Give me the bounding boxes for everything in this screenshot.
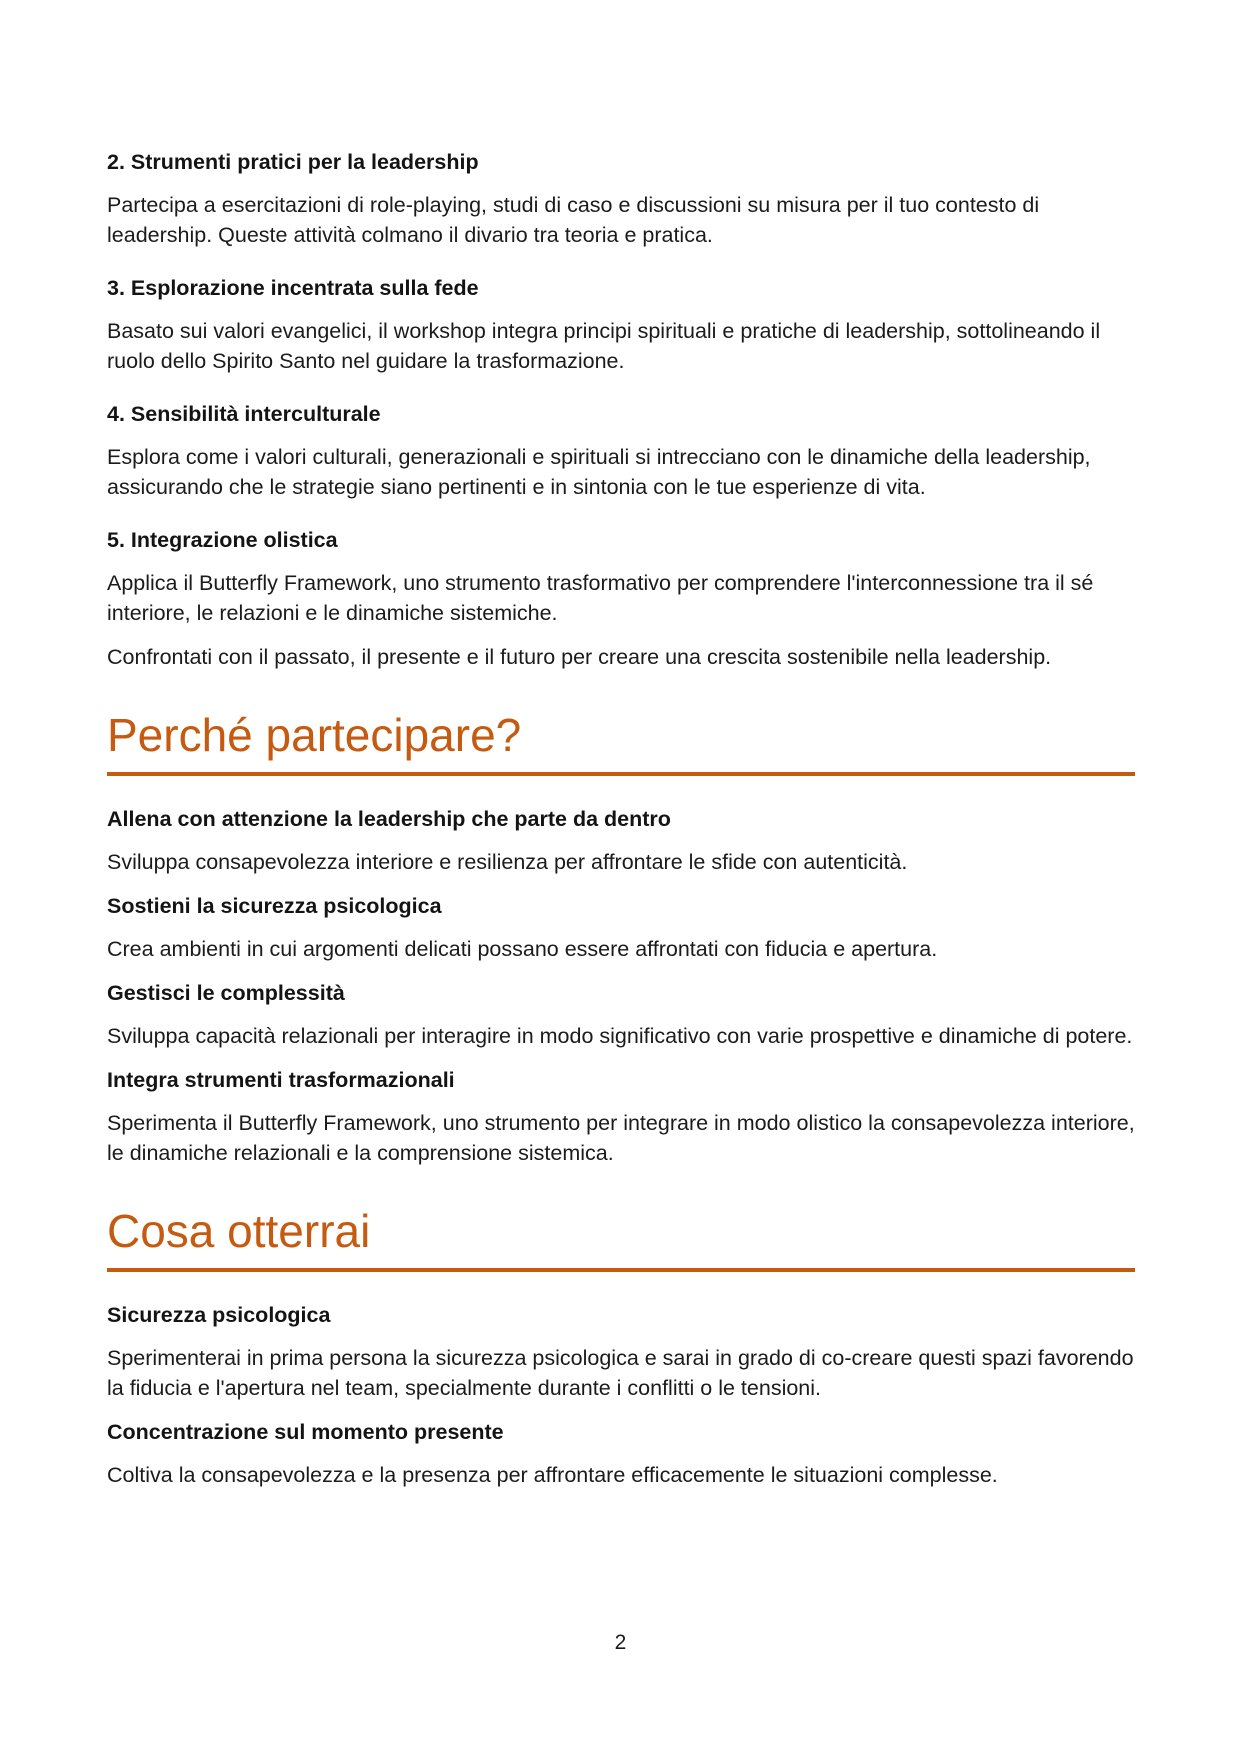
section-esplorazione-fede [107, 273, 1135, 376]
section-heading: 2. Strumenti pratici per la leadership [107, 150, 479, 174]
page-footer [0, 1631, 1241, 1655]
gain-item-body: Sperimenterai in prima persona la sicurezza psicologica e sarai in grado di co-creare questi spazi favorendo la fiducia e l'apertura nel team, specialmente durante i conflitti o le tensioni. [107, 1346, 1134, 1400]
section-heading: 5. Integrazione olistica [107, 528, 338, 552]
section-paragraph: Applica il Butterfly Framework, uno strumento trasformativo per comprendere l'interconnessione tra il sé interiore, le relazioni e le dinamiche sistemiche. [107, 571, 1094, 625]
gain-item-sicurezza-psicologica [107, 1300, 1135, 1403]
why-item-body: Sviluppa capacità relazionali per interagire in modo significativo con varie prospettive e dinamiche di potere. [107, 1024, 1133, 1048]
section-heading: 3. Esplorazione incentrata sulla fede [107, 276, 479, 300]
section-integrazione-olistica [107, 525, 1135, 672]
why-item-heading: Sostieni la sicurezza psicologica [107, 894, 442, 918]
why-item-sicurezza-psicologica [107, 891, 1135, 964]
page-number: 2 [614, 1631, 627, 1654]
section-paragraph: Partecipa a esercitazioni di role-playing, studi di caso e discussioni su misura per il tuo contesto di leadership. Queste attività colmano il divario tra teoria e pratica. [107, 193, 1040, 247]
why-item-body: Crea ambienti in cui argomenti delicati possano essere affrontati con fiducia e apertura. [107, 937, 938, 961]
gain-item-momento-presente [107, 1417, 1135, 1490]
why-item-heading: Gestisci le complessità [107, 981, 345, 1005]
why-item-allena-leadership [107, 804, 1135, 877]
heading-perche-partecipare: Perché partecipare? [107, 709, 1135, 776]
heading-cosa-otterrai: Cosa otterrai [107, 1205, 1135, 1272]
section-sensibilita-interculturale [107, 399, 1135, 502]
section-paragraph: Esplora come i valori culturali, generazionali e spirituali si intrecciano con le dinamiche della leadership, assicurando che le strategie siano pertinenti e in sintonia con le tue esperienze di vita. [107, 445, 1091, 499]
why-item-body: Sperimenta il Butterfly Framework, uno strumento per integrare in modo olistico la consapevolezza interiore, le dinamiche relazionali e la comprensione sistemica. [107, 1111, 1135, 1165]
gain-item-heading: Sicurezza psicologica [107, 1303, 331, 1327]
section-paragraph: Confrontati con il passato, il presente e il futuro per creare una crescita sostenibile nella leadership. [107, 645, 1052, 669]
why-item-gestisci-complessita [107, 978, 1135, 1051]
section-strumenti-pratici [107, 147, 1135, 250]
section-heading: 4. Sensibilità interculturale [107, 402, 381, 426]
why-item-strumenti-trasformazionali [107, 1065, 1135, 1168]
why-item-heading: Allena con attenzione la leadership che parte da dentro [107, 807, 671, 831]
gain-item-heading: Concentrazione sul momento presente [107, 1420, 504, 1444]
why-item-heading: Integra strumenti trasformazionali [107, 1068, 455, 1092]
gain-item-body: Coltiva la consapevolezza e la presenza per affrontare efficacemente le situazioni complesse. [107, 1463, 998, 1487]
why-item-body: Sviluppa consapevolezza interiore e resilienza per affrontare le sfide con autenticità. [107, 850, 908, 874]
section-paragraph: Basato sui valori evangelici, il workshop integra principi spirituali e pratiche di leadership, sottolineando il ruolo dello Spirito Santo nel guidare la trasformazione. [107, 319, 1101, 373]
